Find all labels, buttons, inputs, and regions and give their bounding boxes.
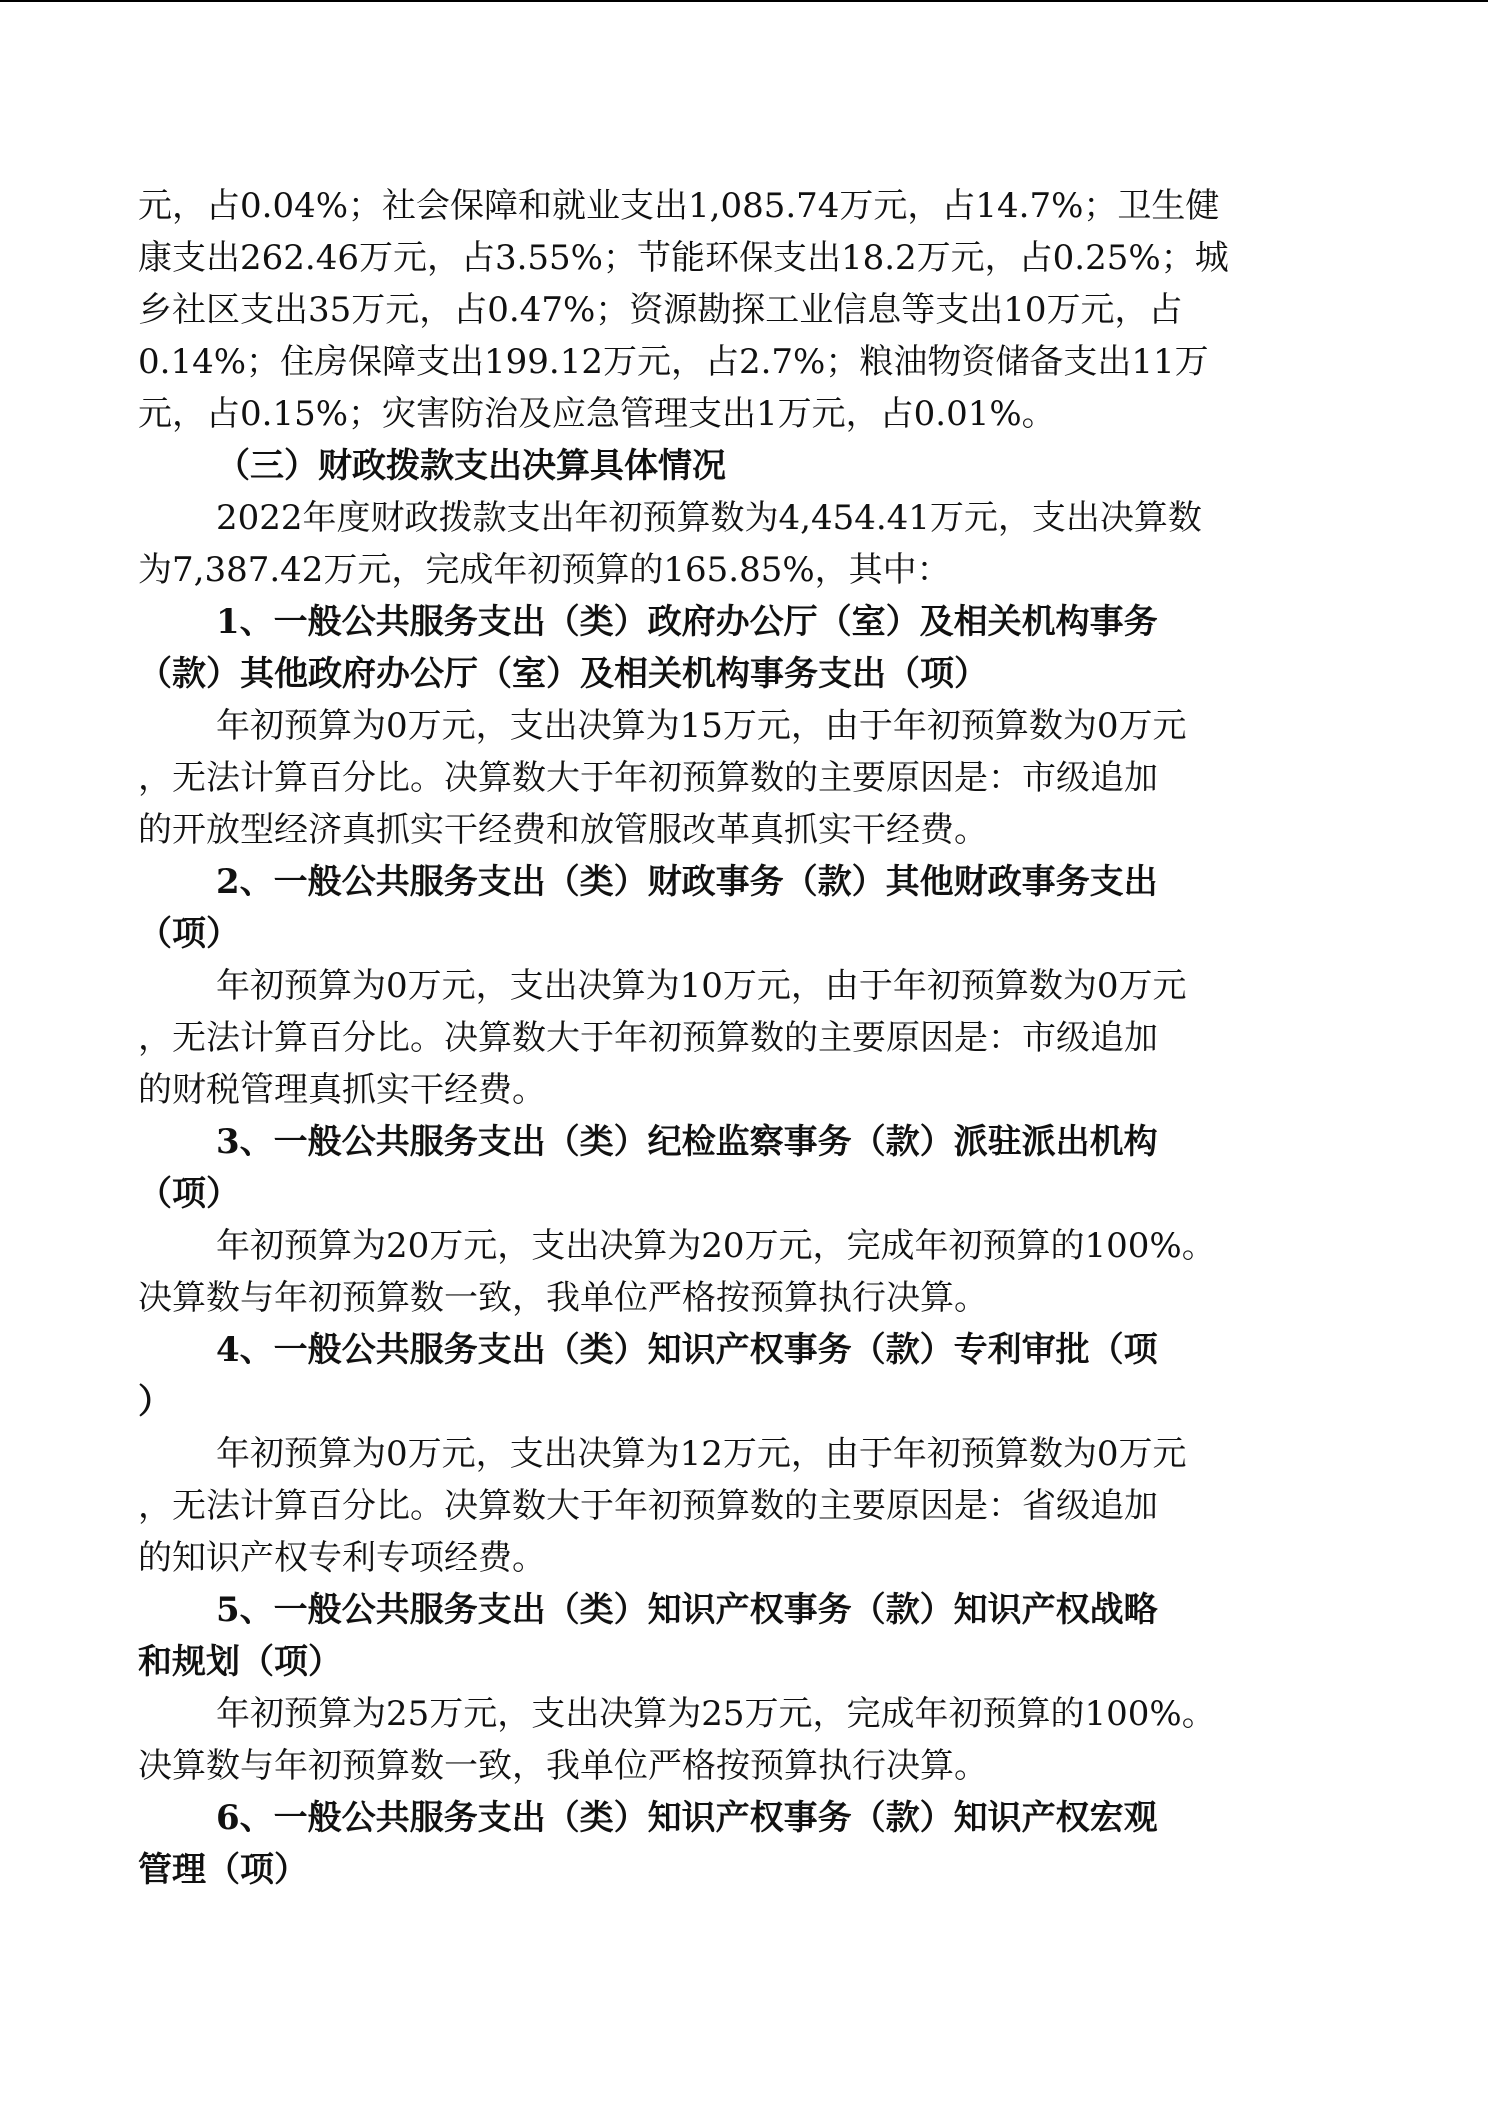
text-line: ，无法计算百分比。决算数大于年初预算数的主要原因是：省级追加: [138, 1486, 1158, 1526]
text-line: 乡社区支出35万元，占0.47%；资源勘探工业信息等支出10万元，占: [138, 290, 1183, 330]
item-heading: （项）: [138, 914, 240, 954]
text-line: 0.14%；住房保障支出199.12万元，占2.7%；粮油物资储备支出11万: [138, 342, 1209, 382]
text-line: 的财税管理真抓实干经费。: [138, 1070, 546, 1110]
item-heading: ）: [138, 1382, 172, 1422]
text-line: 年初预算为0万元，支出决算为12万元，由于年初预算数为0万元: [216, 1434, 1187, 1474]
item-heading: 管理（项）: [138, 1850, 308, 1890]
text-line: 年初预算为25万元，支出决算为25万元，完成年初预算的100%。: [216, 1694, 1216, 1734]
item-heading: （项）: [138, 1174, 240, 1214]
text-line: 决算数与年初预算数一致，我单位严格按预算执行决算。: [138, 1746, 988, 1786]
item-heading: 2、一般公共服务支出（类）财政事务（款）其他财政事务支出: [216, 862, 1158, 902]
text-line: 年初预算为0万元，支出决算为15万元，由于年初预算数为0万元: [216, 706, 1187, 746]
item-heading: 1、一般公共服务支出（类）政府办公厅（室）及相关机构事务: [216, 602, 1158, 642]
text-line: 的开放型经济真抓实干经费和放管服改革真抓实干经费。: [138, 810, 988, 850]
text-line: 康支出262.46万元，占3.55%；节能环保支出18.2万元，占0.25%；城: [138, 238, 1229, 278]
text-line: ，无法计算百分比。决算数大于年初预算数的主要原因是：市级追加: [138, 1018, 1158, 1058]
item-heading: 6、一般公共服务支出（类）知识产权事务（款）知识产权宏观: [216, 1798, 1158, 1838]
page-top-border: [0, 0, 1488, 2]
document-page: [138, 180, 1338, 1896]
item-heading: （款）其他政府办公厅（室）及相关机构事务支出（项）: [138, 654, 988, 694]
item-heading: 和规划（项）: [138, 1642, 342, 1682]
text-line: 的知识产权专利专项经费。: [138, 1538, 546, 1578]
item-heading: 3、一般公共服务支出（类）纪检监察事务（款）派驻派出机构: [216, 1122, 1158, 1162]
text-line: ，无法计算百分比。决算数大于年初预算数的主要原因是：市级追加: [138, 758, 1158, 798]
text-line: 年初预算为0万元，支出决算为10万元，由于年初预算数为0万元: [216, 966, 1187, 1006]
text-line: 2022年度财政拨款支出年初预算数为4,454.41万元，支出决算数: [216, 498, 1202, 538]
text-line: 元，占0.04%；社会保障和就业支出1,085.74万元，占14.7%；卫生健: [138, 186, 1220, 226]
section-heading: （三）财政拨款支出决算具体情况: [216, 446, 726, 486]
item-heading: 4、一般公共服务支出（类）知识产权事务（款）专利审批（项: [216, 1330, 1158, 1370]
text-line: 决算数与年初预算数一致，我单位严格按预算执行决算。: [138, 1278, 988, 1318]
text-line: 年初预算为20万元，支出决算为20万元，完成年初预算的100%。: [216, 1226, 1216, 1266]
text-line: 为7,387.42万元，完成年初预算的165.85%，其中：: [138, 550, 951, 590]
text-line: 元，占0.15%；灾害防治及应急管理支出1万元，占0.01%。: [138, 394, 1056, 434]
item-heading: 5、一般公共服务支出（类）知识产权事务（款）知识产权战略: [216, 1590, 1158, 1630]
